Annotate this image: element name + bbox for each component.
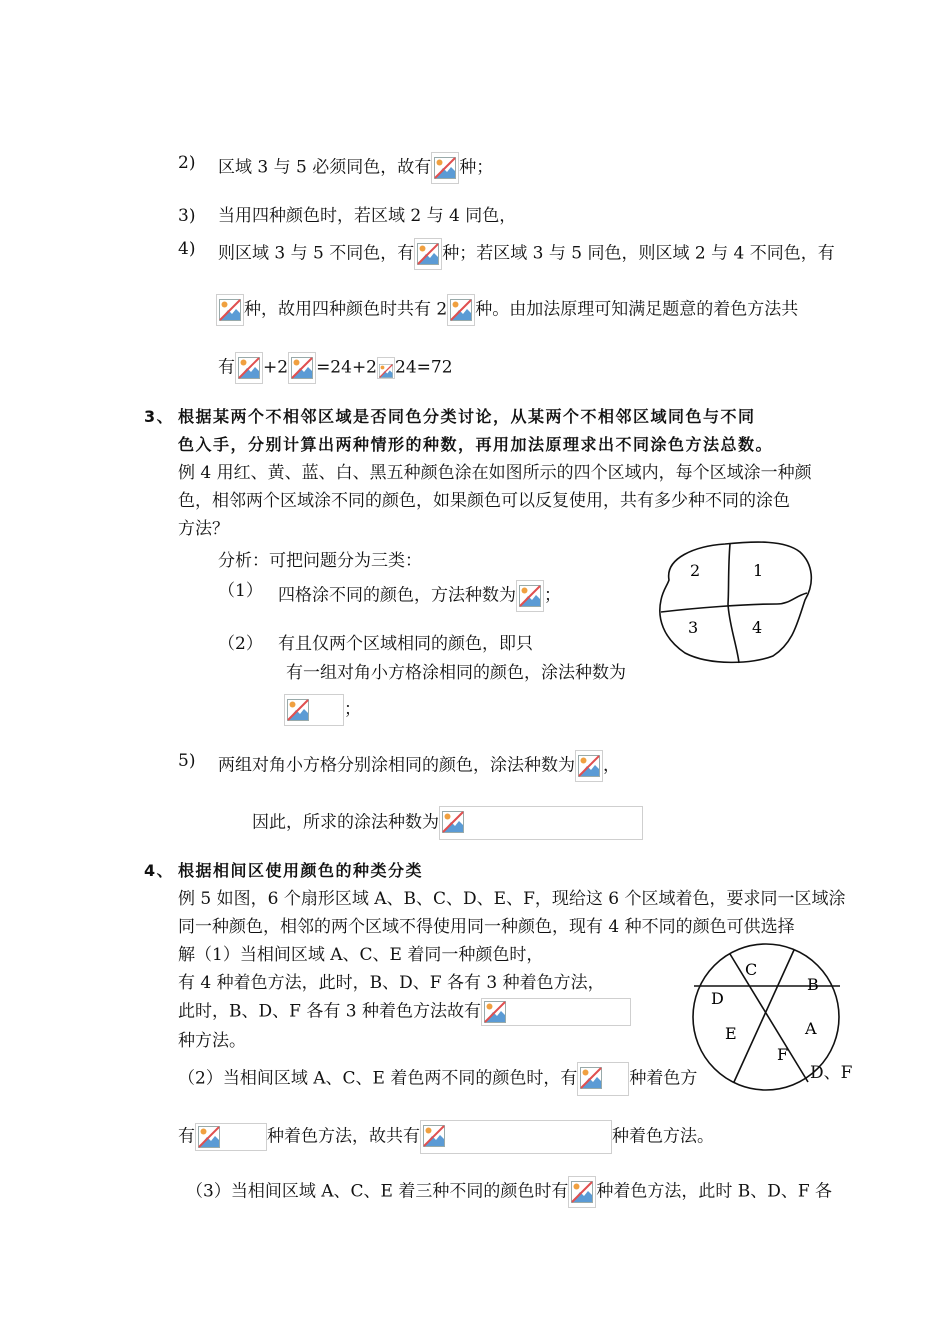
- region-divider: [661, 593, 807, 612]
- text-span: =24+2: [316, 357, 377, 378]
- list-number: 2): [178, 153, 196, 173]
- broken-image-icon: [288, 352, 316, 384]
- broken-image-icon: [439, 806, 643, 840]
- text-span: 四格涂不同的颜色，方法种数为: [278, 585, 516, 606]
- text-span: 24=72: [395, 357, 453, 378]
- region-divider: [728, 544, 739, 663]
- list-number: 4): [178, 239, 196, 259]
- region-label: 2: [690, 561, 701, 580]
- broken-image-icon: [420, 1120, 612, 1154]
- text-span: +2: [263, 357, 289, 378]
- text-span: ；: [344, 699, 361, 720]
- sector-divider: [730, 954, 808, 1082]
- text-span: 因此，所求的涂法种数为: [252, 812, 439, 833]
- example-text: 例 4 用红、黄、蓝、白、黑五种颜色涂在如图所示的四个区域内，每个区域涂一种颜: [178, 463, 812, 483]
- section-heading: 根据某两个不相邻区域是否同色分类讨论，从某两个不相邻区域同色与不同: [178, 407, 756, 426]
- broken-image-icon: [414, 238, 442, 270]
- text-line: 有一组对角小方格涂相同的颜色，涂法种数为: [286, 663, 626, 683]
- text-span: 种；: [459, 157, 494, 178]
- analysis-text: 分析：可把问题分为三类：: [218, 551, 422, 571]
- text-line: [178, 1062, 697, 1096]
- text-line: [218, 750, 620, 782]
- sector-label: E: [725, 1024, 737, 1043]
- text-span: 种，故用四种颜色时共有 2: [244, 299, 448, 320]
- text-span: ，: [603, 755, 620, 776]
- example-text: 例 5 如图，6 个扇形区域 A、B、C、D、E、F，现给这 6 个区域着色，要求同一区域涂: [178, 889, 846, 909]
- text-span: 种着色方法，故共有: [267, 1126, 420, 1147]
- case-number: （2）: [218, 634, 263, 654]
- text-span: （3）当相间区域 A、C、E 着三种不同的颜色时有: [186, 1181, 569, 1202]
- case-number: （1）: [218, 581, 263, 601]
- text-line: [218, 238, 835, 270]
- text-span: 种着色方: [629, 1068, 698, 1089]
- text-span: 种；若区域 3 与 5 同色，则区域 2 与 4 不同色，有: [442, 243, 835, 264]
- section-heading: 色入手，分别计算出两种情形的种数，再用加法原理求出不同涂色方法总数。: [178, 435, 774, 454]
- broken-image-icon: [431, 152, 459, 184]
- solution-text: 解（1）当相间区域 A、C、E 着同一种颜色时，: [178, 945, 544, 965]
- example-text: 方法？: [178, 519, 229, 539]
- text-span: 种。由加法原理可知满足题意的着色方法共: [475, 299, 799, 320]
- section-number: 3、: [144, 407, 175, 426]
- sector-label: C: [745, 960, 758, 979]
- broken-image-icon: [195, 1123, 267, 1151]
- broken-image-icon: [284, 694, 344, 726]
- text-span: （2）当相间区域 A、C、E 着色两不同的颜色时，有: [178, 1068, 578, 1089]
- list-number: 5): [178, 751, 196, 771]
- broken-image-icon: [377, 357, 395, 379]
- text-span: 区域 3 与 5 必须同色，故有: [218, 157, 432, 178]
- text-line: [216, 294, 798, 326]
- text-line: [178, 1120, 714, 1154]
- broken-image-icon: [447, 294, 475, 326]
- broken-image-icon: [235, 352, 263, 384]
- sector-label: A: [805, 1019, 817, 1038]
- text-span: 有: [178, 1126, 195, 1147]
- text-span: 此时，B、D、F 各有 3 种着色方法故有: [178, 1001, 481, 1022]
- solution-text: 种方法。: [178, 1031, 246, 1051]
- text-line: [278, 580, 561, 612]
- broken-image-icon: [568, 1176, 596, 1208]
- broken-image-icon: [575, 750, 603, 782]
- text-line: [284, 694, 361, 726]
- sector-label: B: [807, 975, 819, 994]
- text-span: 有: [218, 357, 235, 378]
- text-line: [252, 806, 643, 840]
- text-span: 种着色方法，此时 B、D、F 各: [596, 1181, 833, 1202]
- region-label: 4: [752, 618, 763, 637]
- text-line: D、F: [810, 1063, 853, 1083]
- text-span: 种着色方法。: [612, 1126, 714, 1147]
- text-line: 有且仅两个区域相同的颜色，即只: [278, 634, 533, 654]
- text-line: [186, 1176, 832, 1208]
- example-text: 同一种颜色，相邻的两个区域不得使用同一种颜色，现有 4 种不同的颜色可供选择: [178, 917, 795, 937]
- section-number: 4、: [144, 861, 175, 880]
- text-span: 两组对角小方格分别涂相同的颜色，涂法种数为: [218, 755, 575, 776]
- text-line: 当用四种颜色时，若区域 2 与 4 同色，: [218, 206, 517, 226]
- text-line: [178, 998, 631, 1026]
- text-line: [218, 152, 493, 184]
- section-heading: 根据相间区使用颜色的种类分类: [178, 861, 424, 880]
- sector-label: D: [711, 989, 724, 1008]
- broken-image-icon: [216, 294, 244, 326]
- text-span: ；: [544, 585, 561, 606]
- sector-label: F: [777, 1045, 789, 1064]
- region-label: 1: [753, 561, 764, 580]
- broken-image-icon: [481, 998, 631, 1026]
- region-label: 3: [688, 618, 699, 637]
- text-span: 则区域 3 与 5 不同色，有: [218, 243, 415, 264]
- text-line: [218, 352, 453, 384]
- broken-image-icon: [577, 1062, 629, 1096]
- solution-text: 有 4 种着色方法，此时，B、D、F 各有 3 种着色方法，: [178, 973, 605, 993]
- list-number: 3): [178, 206, 196, 226]
- example-text: 色，相邻两个区域涂不同的颜色，如果颜色可以反复使用，共有多少种不同的涂色: [178, 491, 790, 511]
- broken-image-icon: [516, 580, 544, 612]
- four-region-figure: [655, 538, 815, 668]
